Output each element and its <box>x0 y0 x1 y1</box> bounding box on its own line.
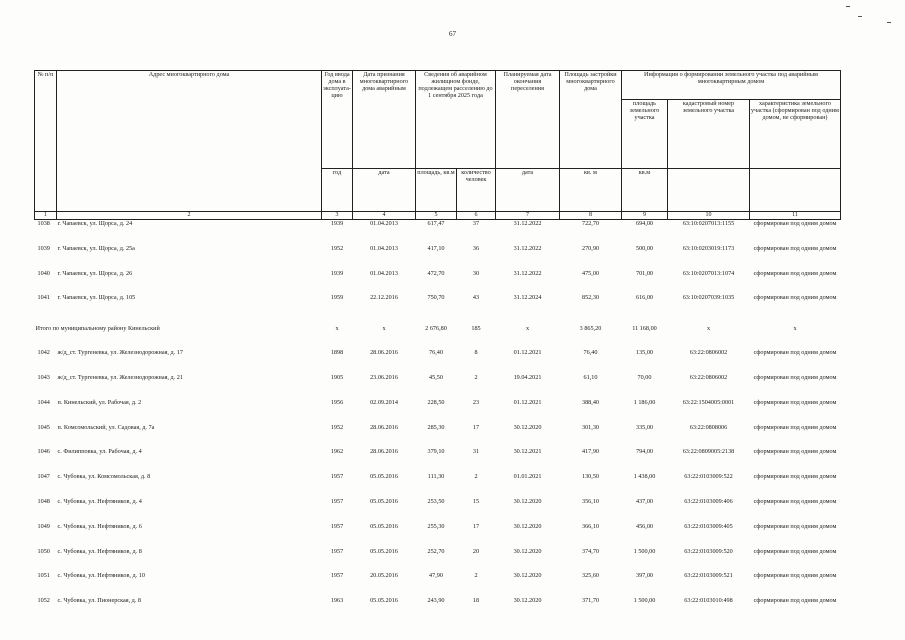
header-spacer <box>416 100 496 169</box>
row-area: 228,50 <box>427 398 445 406</box>
row-year: 1957 <box>330 473 344 481</box>
row-land-char: сформирован под одним домом <box>753 269 837 277</box>
row-address: г. Чапаевск, ул. Щорса, д. 25а <box>57 244 135 252</box>
row-date: 05.05.2016 <box>370 497 398 505</box>
row-plan-date: 30.12.2020 <box>513 572 542 580</box>
row-year: 1957 <box>330 522 344 530</box>
table-row <box>35 399 841 424</box>
row-people: 36 <box>472 244 480 252</box>
total-built: 3 865,20 <box>579 325 602 333</box>
row-number: 1040 <box>37 269 50 277</box>
col-num: 2 <box>57 212 322 220</box>
row-cadastral: 63:22:0103009:406 <box>684 497 733 505</box>
col-num: 7 <box>496 212 560 220</box>
row-number: 1044 <box>37 398 50 406</box>
row-land-area: 437,00 <box>635 497 653 505</box>
header-year: Год ввода дома в эксплуата-цию <box>323 71 351 100</box>
row-land-char: сформирован под одним домом <box>753 398 837 406</box>
header-spacer <box>35 100 57 169</box>
header-fund: Сведения об аварийном жилищном фонде, подлежащем расселению до 1 сентября 2025 года <box>416 71 496 100</box>
col-num: 4 <box>353 212 416 220</box>
housing-table <box>34 70 841 622</box>
row-land-area: 397,00 <box>635 572 653 580</box>
row-land-char: сформирован под одним домом <box>753 423 837 431</box>
total-people: 185 <box>471 325 481 333</box>
row-built-area: 130,50 <box>581 473 599 481</box>
row-built-area: 374,70 <box>581 547 599 555</box>
row-year: 1952 <box>330 244 344 252</box>
col-num: 1 <box>35 212 57 220</box>
unit-area: площадь, кв.м <box>416 169 457 212</box>
row-address: п. Комсомольский, ул. Садовая, д. 7а <box>57 423 155 431</box>
row-land-area: 1 500,00 <box>633 597 656 605</box>
row-land-char: сформирован под одним домом <box>753 473 837 481</box>
row-number: 1046 <box>37 448 50 456</box>
row-number: 1048 <box>37 497 50 505</box>
row-land-area: 1 186,00 <box>633 398 656 406</box>
row-people: 15 <box>472 497 480 505</box>
row-people: 18 <box>472 597 480 605</box>
row-area: 252,70 <box>427 547 445 555</box>
unit-cad-empty <box>668 169 750 212</box>
row-date: 05.05.2016 <box>370 473 398 481</box>
header-land-info: Информация о формировании земельного участка под аварийным многоквартирным домом <box>622 71 841 100</box>
row-number: 1039 <box>37 244 50 252</box>
header-land-area: площадь земельного участка <box>622 100 668 169</box>
row-address: с. Чубовка, ул. Пионерская, д. 8 <box>57 597 141 605</box>
row-land-char: сформирован под одним домом <box>753 220 837 227</box>
table-row <box>35 597 841 622</box>
unit-built: кв. м <box>560 169 622 212</box>
row-area: 111,30 <box>427 473 445 481</box>
table-row <box>35 349 841 374</box>
row-number: 1049 <box>37 522 50 530</box>
table-row <box>35 548 841 573</box>
row-date: 23.06.2016 <box>370 373 398 381</box>
header-spacer <box>353 100 416 169</box>
unit-date: дата <box>353 169 416 212</box>
row-number: 1047 <box>37 473 50 481</box>
header-spacer <box>35 169 57 212</box>
row-land-area: 616,00 <box>635 294 653 302</box>
row-address: г. Чапаевск, ул. Щорса, д. 105 <box>57 294 136 302</box>
row-people: 2 <box>474 373 478 381</box>
row-land-area: 456,00 <box>635 522 653 530</box>
unit-year: год <box>322 169 353 212</box>
total-plan: х <box>525 325 530 333</box>
row-area: 285,30 <box>427 423 445 431</box>
table-row <box>35 270 841 295</box>
row-cadastral: 63:22:0103010:498 <box>684 597 733 605</box>
row-land-area: 701,00 <box>635 269 653 277</box>
row-people: 43 <box>472 294 480 302</box>
row-date: 20.05.2016 <box>370 572 398 580</box>
col-num: 8 <box>560 212 622 220</box>
row-area: 417,10 <box>427 244 445 252</box>
row-people: 17 <box>472 522 480 530</box>
header-spacer <box>322 100 353 169</box>
table-row <box>35 498 841 523</box>
row-address: с. Филипповка, ул. Рабочая, д. 4 <box>57 448 142 456</box>
row-built-area: 475,00 <box>581 269 599 277</box>
table-row <box>35 220 841 245</box>
row-people: 20 <box>472 547 480 555</box>
row-date: 28.06.2016 <box>370 423 398 431</box>
row-built-area: 852,30 <box>581 294 599 302</box>
row-cadastral: 63:22:0806002 <box>689 349 728 357</box>
row-date: 05.05.2016 <box>370 522 398 530</box>
row-date: 02.09.2014 <box>370 398 398 406</box>
row-land-char: сформирован под одним домом <box>753 294 837 302</box>
row-cadastral: 63:10:0207013:1155 <box>682 220 735 227</box>
total-label: Итого по муниципальному району Кинельский <box>35 325 160 333</box>
table-row <box>35 424 841 449</box>
row-area: 47,90 <box>429 572 443 580</box>
row-area: 379,10 <box>427 448 445 456</box>
row-area: 76,40 <box>429 349 443 357</box>
row-address: ж/д_ст. Тургеневка, ул. Железнодорожная, д. 21 <box>57 373 183 381</box>
total-char: х <box>793 325 797 333</box>
row-year: 1939 <box>330 220 344 227</box>
row-land-char: сформирован под одним домом <box>753 547 837 555</box>
row-plan-date: 01.12.2021 <box>513 349 542 357</box>
header-land-char: характеристика земельного участка (сформирован под одним домом, не сформирован) <box>750 100 841 169</box>
row-number: 1041 <box>37 294 50 302</box>
row-land-area: 794,00 <box>635 448 653 456</box>
header-date: Дата признания многоквартирного дома аварийным <box>353 71 416 100</box>
row-people: 2 <box>474 473 478 481</box>
row-built-area: 356,10 <box>581 497 599 505</box>
row-built-area: 388,40 <box>581 398 599 406</box>
row-area: 243,90 <box>427 597 445 605</box>
col-num: 9 <box>622 212 668 220</box>
row-year: 1952 <box>330 423 344 431</box>
row-built-area: 722,70 <box>581 220 599 227</box>
row-land-char: сформирован под одним домом <box>753 572 837 580</box>
row-address: с. Чубовка, ул. Нефтяников, д. 6 <box>57 522 142 530</box>
unit-people: количество человек <box>457 169 496 212</box>
row-plan-date: 30.12.2020 <box>513 423 542 431</box>
row-area: 472,70 <box>427 269 445 277</box>
row-address: с. Чубовка, ул. Нефтяников, д. 10 <box>57 572 145 580</box>
row-built-area: 366,10 <box>581 522 599 530</box>
header-cadastral: кадастровый номер земельного участка <box>668 100 750 169</box>
row-year: 1898 <box>330 349 344 357</box>
row-people: 31 <box>472 448 480 456</box>
row-number: 1045 <box>37 423 50 431</box>
row-address: г. Чапаевск, ул. Щорса, д. 26 <box>57 269 133 277</box>
row-date: 05.05.2016 <box>370 597 398 605</box>
row-cadastral: 63:10:0207039:1035 <box>682 294 735 302</box>
row-plan-date: 19.04.2021 <box>513 373 542 381</box>
row-cadastral: 63:22:1504005:0001 <box>682 398 735 406</box>
row-number: 1043 <box>37 373 50 381</box>
row-date: 01.04.2013 <box>370 269 398 277</box>
row-number: 1050 <box>37 547 50 555</box>
scan-mark <box>846 6 850 7</box>
col-num: 3 <box>322 212 353 220</box>
header-spacer <box>560 100 622 169</box>
row-cadastral: 63:22:0806002 <box>689 373 728 381</box>
total-land: 11 168,00 <box>632 325 657 333</box>
row-address: с. Чубовка, ул. Нефтяников, д. 4 <box>57 497 142 505</box>
table-header <box>35 71 841 212</box>
row-land-char: сформирован под одним домом <box>753 448 837 456</box>
row-cadastral: 63:22:0103009:520 <box>684 547 733 555</box>
row-plan-date: 30.12.2020 <box>513 547 542 555</box>
row-address: с. Чубовка, ул. Нефтяников, д. 8 <box>57 547 142 555</box>
row-cadastral: 63:22:0103009:522 <box>684 473 733 481</box>
col-num: 5 <box>416 212 457 220</box>
row-cadastral: 63:22:0103009:405 <box>684 522 733 530</box>
row-people: 37 <box>472 220 480 227</box>
row-land-char: сформирован под одним домом <box>753 373 837 381</box>
row-date: 05.05.2016 <box>370 547 398 555</box>
row-plan-date: 01.01.2021 <box>513 473 542 481</box>
page-number: 67 <box>449 30 456 38</box>
scan-mark <box>858 16 862 17</box>
row-plan-date: 01.12.2021 <box>513 398 542 406</box>
row-land-area: 70,00 <box>637 373 652 381</box>
row-land-char: сформирован под одним домом <box>753 244 837 252</box>
row-plan-date: 30.12.2021 <box>513 448 542 456</box>
total-area: 2 676,80 <box>425 325 447 333</box>
row-plan-date: 31.12.2022 <box>513 220 542 227</box>
row-date: 01.04.2013 <box>370 220 398 227</box>
row-year: 1957 <box>330 497 344 505</box>
row-land-char: сформирован под одним домом <box>753 349 837 357</box>
header-spacer <box>496 100 560 169</box>
row-built-area: 76,40 <box>583 349 598 357</box>
header-spacer <box>57 169 322 212</box>
row-people: 30 <box>472 269 480 277</box>
row-land-area: 135,00 <box>635 349 653 357</box>
row-cadastral: 63:10:0207013:1074 <box>682 269 735 277</box>
row-address: с. Чубовка, ул. Комсомольская, д. 8 <box>57 473 151 481</box>
row-date: 28.06.2016 <box>370 448 398 456</box>
row-year: 1963 <box>330 597 344 605</box>
row-plan-date: 30.12.2020 <box>513 597 542 605</box>
row-year: 1962 <box>330 448 344 456</box>
row-plan-date: 31.12.2022 <box>513 269 542 277</box>
unit-char-empty <box>750 169 841 212</box>
row-built-area: 270,90 <box>581 244 599 252</box>
row-built-area: 301,30 <box>581 423 599 431</box>
column-number-row <box>35 212 841 220</box>
table-row <box>35 294 841 319</box>
row-land-area: 694,00 <box>635 220 653 227</box>
row-date: 01.04.2013 <box>370 244 398 252</box>
row-area: 255,30 <box>427 522 445 530</box>
col-num: 10 <box>668 212 750 220</box>
row-plan-date: 31.12.2024 <box>513 294 542 302</box>
row-number: 1042 <box>37 349 50 357</box>
row-area: 617,47 <box>427 220 445 227</box>
row-number: 1038 <box>37 220 50 227</box>
row-year: 1957 <box>330 572 344 580</box>
row-land-area: 1 500,00 <box>633 547 656 555</box>
total-year: х <box>335 325 339 333</box>
row-built-area: 417,90 <box>581 448 599 456</box>
unit-land: кв.м <box>622 169 668 212</box>
table-row <box>35 473 841 498</box>
row-number: 1051 <box>37 572 50 580</box>
row-date: 22.12.2016 <box>370 294 398 302</box>
table-row <box>35 572 841 597</box>
col-num: 6 <box>457 212 496 220</box>
row-year: 1959 <box>330 294 344 302</box>
row-year: 1956 <box>330 398 344 406</box>
row-built-area: 61,10 <box>583 373 598 381</box>
row-cadastral: 63:22:0808006 <box>689 423 728 431</box>
scan-mark <box>887 22 891 23</box>
header-number: № п/п <box>35 71 57 100</box>
table-row <box>35 448 841 473</box>
row-cadastral: 63:10:0203019:1173 <box>682 244 735 252</box>
header-plan: Планируемая дата окончания переселения <box>496 71 560 100</box>
row-people: 2 <box>474 572 478 580</box>
total-date: х <box>382 325 386 333</box>
row-plan-date: 31.12.2022 <box>513 244 542 252</box>
row-area: 253,50 <box>427 497 445 505</box>
row-address: ж/д_ст. Тургеневка, ул. Железнодорожная, д. 17 <box>57 349 183 357</box>
row-land-char: сформирован под одним домом <box>753 597 837 605</box>
row-land-area: 335,00 <box>635 423 653 431</box>
row-land-char: сформирован под одним домом <box>753 522 837 530</box>
row-plan-date: 30.12.2020 <box>513 497 542 505</box>
col-num: 11 <box>750 212 841 220</box>
row-address: п. Кинельский, ул. Рабочая, д. 2 <box>57 398 142 406</box>
row-area: 750,70 <box>427 294 445 302</box>
row-land-area: 500,00 <box>635 244 653 252</box>
unit-plan-date: дата <box>496 169 560 212</box>
row-cadastral: 63:22:0809005:2138 <box>682 448 735 456</box>
row-built-area: 371,70 <box>581 597 599 605</box>
header-spacer <box>57 100 322 169</box>
total-row <box>35 319 841 349</box>
table-row <box>35 245 841 270</box>
row-people: 23 <box>472 398 480 406</box>
table-row <box>35 523 841 548</box>
row-built-area: 325,60 <box>581 572 599 580</box>
row-number: 1052 <box>37 597 50 605</box>
row-date: 28.06.2016 <box>370 349 398 357</box>
row-cadastral: 63:22:0103009:521 <box>684 572 733 580</box>
row-land-area: 1 438,00 <box>633 473 656 481</box>
row-year: 1939 <box>330 269 344 277</box>
row-land-char: сформирован под одним домом <box>753 497 837 505</box>
row-year: 1905 <box>330 373 344 381</box>
row-address: г. Чапаевск, ул. Щорса, д. 24 <box>57 220 133 227</box>
row-area: 45,50 <box>429 373 443 381</box>
header-built: Площадь застройки многоквартирного дома <box>560 71 622 100</box>
row-year: 1957 <box>330 547 344 555</box>
table-row <box>35 374 841 399</box>
total-cad: х <box>706 325 711 333</box>
header-address: Адрес многоквартирного дома <box>57 71 322 100</box>
row-plan-date: 30.12.2020 <box>513 522 542 530</box>
row-people: 8 <box>474 349 478 357</box>
row-people: 17 <box>472 423 480 431</box>
table-body <box>35 212 841 622</box>
